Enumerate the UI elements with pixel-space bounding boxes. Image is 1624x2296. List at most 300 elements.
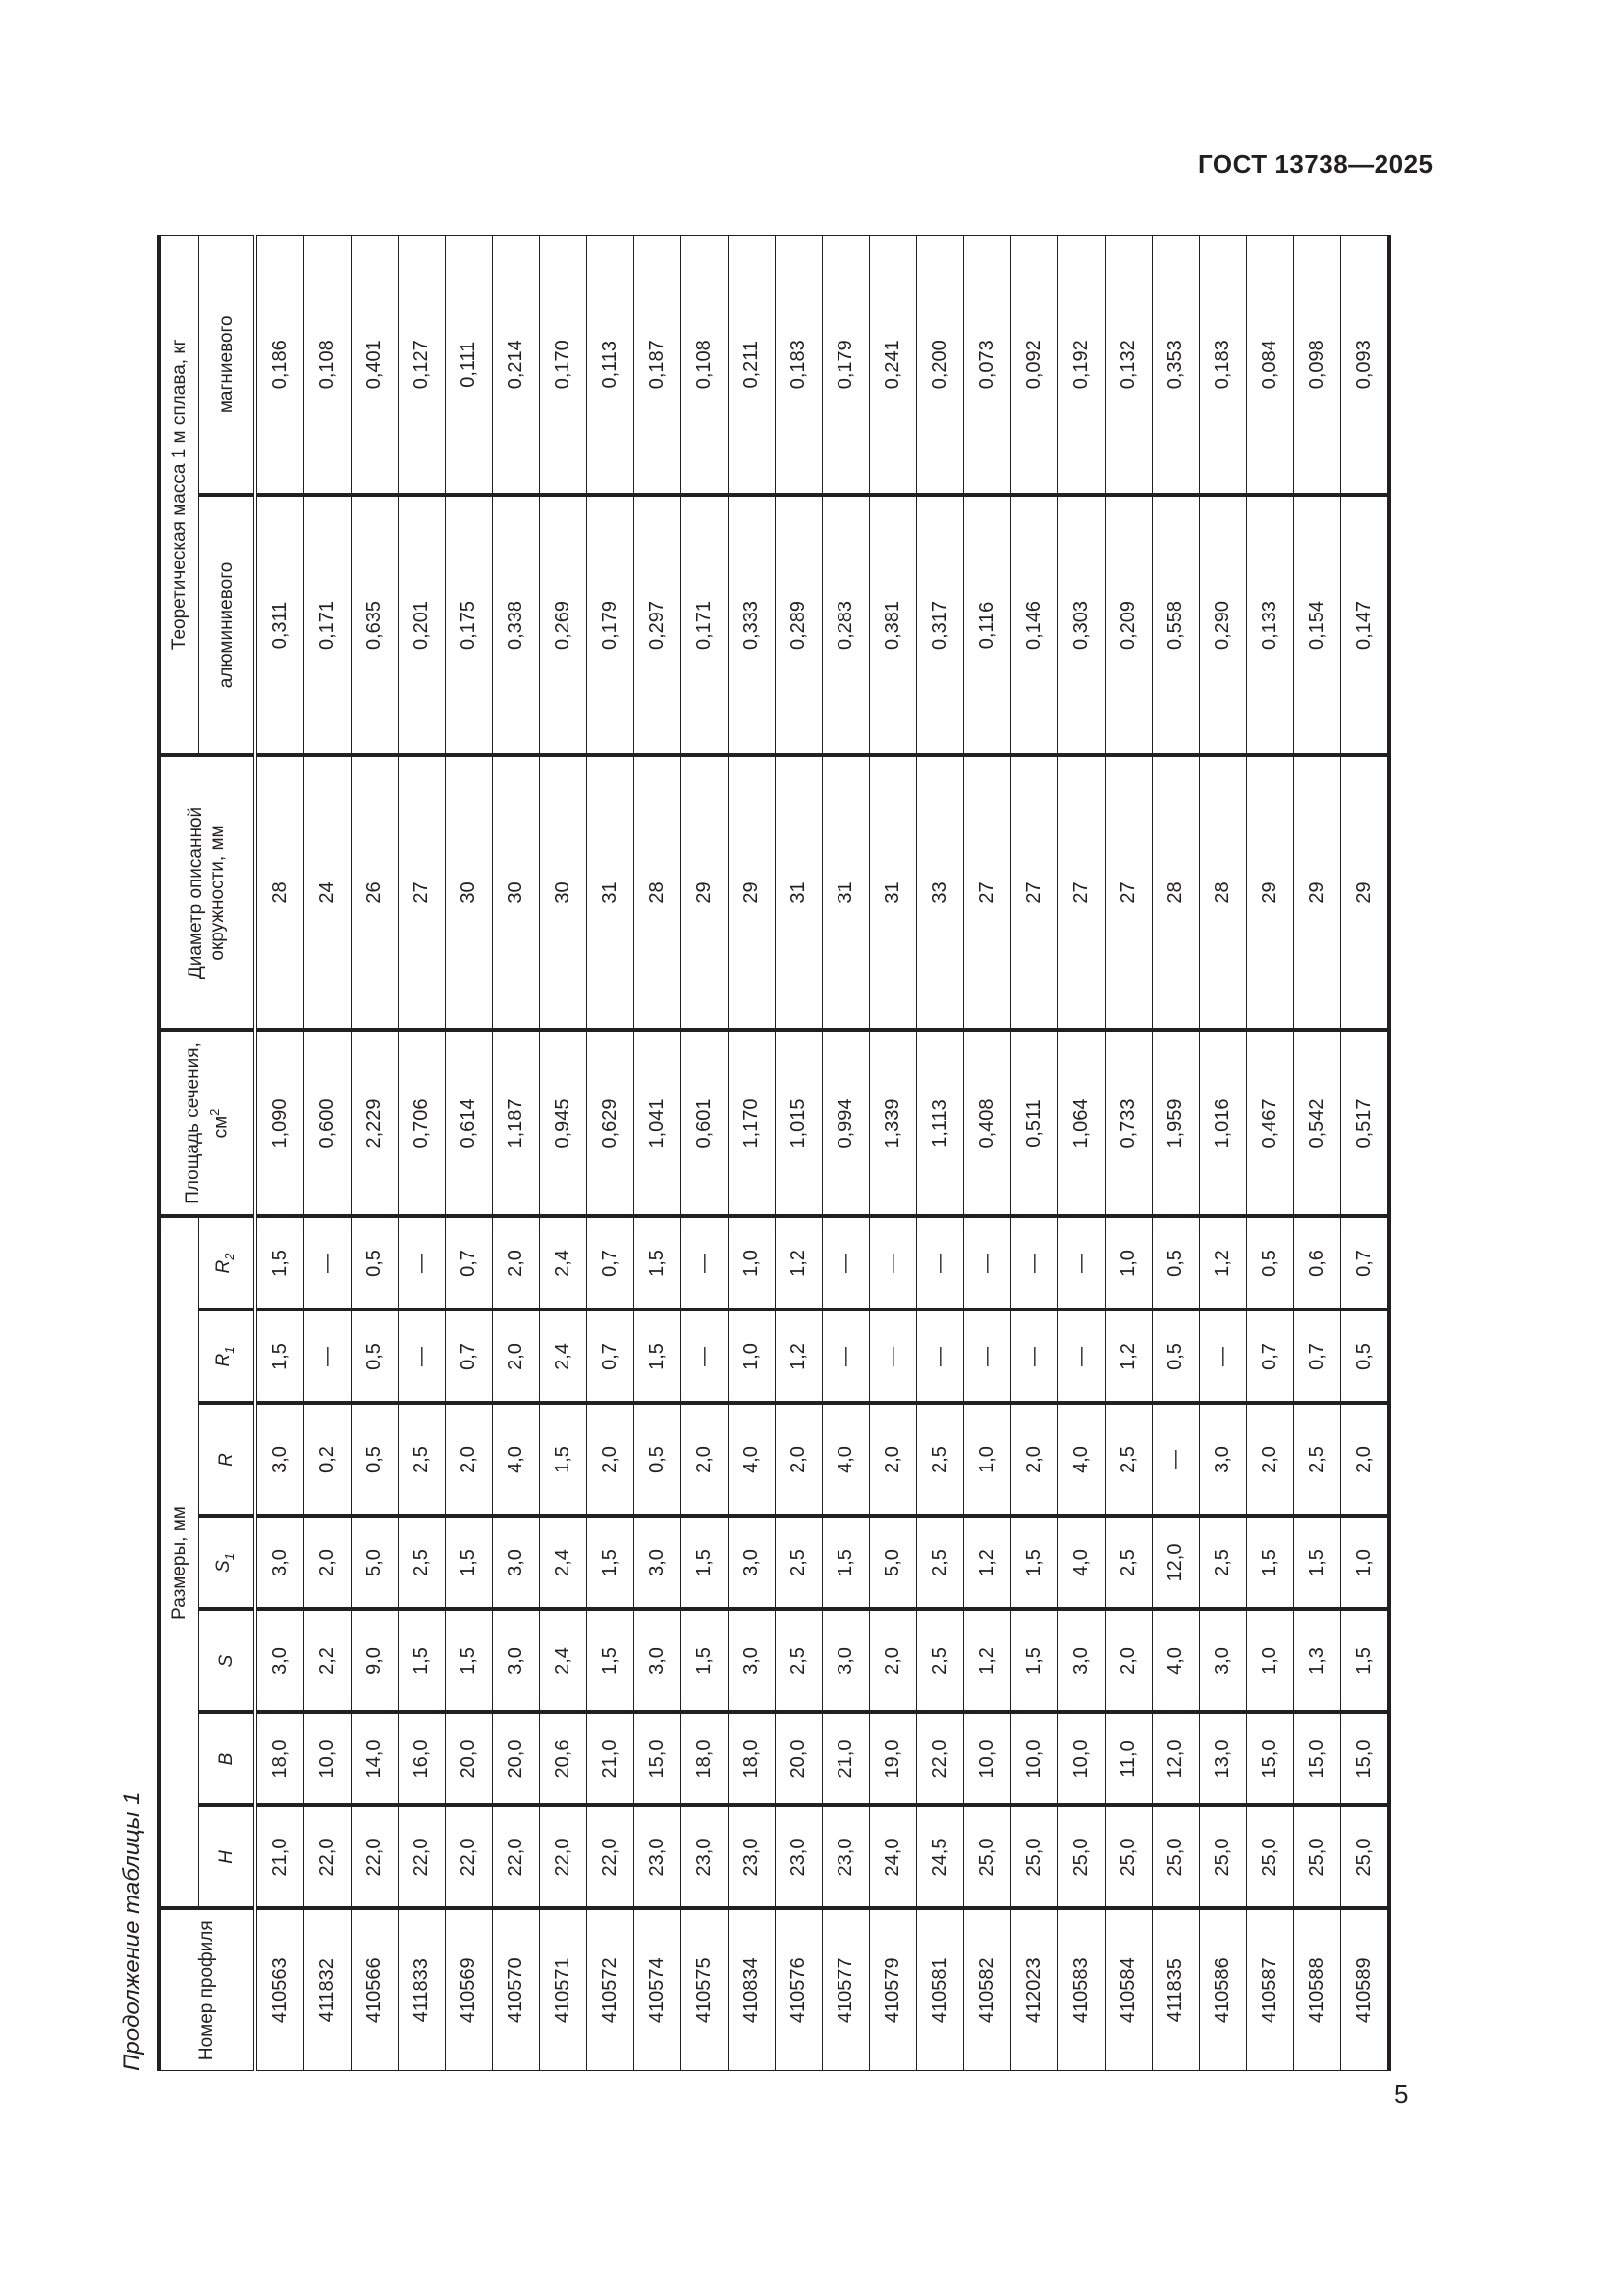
- cell-S1: 1,5: [823, 1517, 870, 1610]
- cell-al: 0,338: [493, 496, 540, 756]
- cell-S1: 3,0: [729, 1517, 776, 1610]
- cell-S1: 2,5: [1200, 1517, 1247, 1610]
- cell-R2: 1,2: [776, 1217, 823, 1310]
- cell-diameter: 29: [1294, 756, 1341, 1031]
- cell-mg: 0,170: [540, 236, 587, 496]
- table-row: [1058, 236, 1106, 2071]
- cell-R2: —: [1058, 1217, 1106, 1310]
- cell-mg: 0,127: [399, 236, 446, 496]
- header-diameter: Диаметр описанной окружности, мм: [159, 756, 255, 1031]
- cell-al: 0,269: [540, 496, 587, 756]
- cell-profile: 411835: [1153, 1909, 1200, 2071]
- cell-B: 15,0: [1341, 1713, 1390, 1806]
- table-row: [399, 236, 446, 2071]
- table-row: [352, 236, 399, 2071]
- cell-B: 15,0: [1247, 1713, 1294, 1806]
- cell-profile: 410563: [255, 1909, 304, 2071]
- cell-mg: 0,187: [634, 236, 681, 496]
- cell-diameter: 28: [1200, 756, 1247, 1031]
- cell-al: 0,290: [1200, 496, 1247, 756]
- cell-area: 0,629: [587, 1031, 634, 1217]
- cell-mg: 0,073: [964, 236, 1011, 496]
- cell-H: 22,0: [352, 1806, 399, 1909]
- cell-diameter: 27: [1058, 756, 1106, 1031]
- table-row: [587, 236, 634, 2071]
- cell-B: 11,0: [1106, 1713, 1153, 1806]
- cell-B: 20,0: [446, 1713, 493, 1806]
- cell-R2: 1,5: [634, 1217, 681, 1310]
- cell-R2: 0,7: [1341, 1217, 1390, 1310]
- cell-H: 25,0: [1341, 1806, 1390, 1909]
- cell-mg: 0,186: [255, 236, 304, 496]
- cell-al: 0,635: [352, 496, 399, 756]
- cell-S: 4,0: [1153, 1610, 1200, 1713]
- cell-R1: —: [1058, 1310, 1106, 1404]
- cell-mg: 0,211: [729, 236, 776, 496]
- cell-H: 21,0: [255, 1806, 304, 1909]
- cell-R: 4,0: [493, 1404, 540, 1517]
- document-header: ГОСТ 13738—2025: [1198, 149, 1434, 179]
- cell-S: 3,0: [493, 1610, 540, 1713]
- cell-R2: —: [964, 1217, 1011, 1310]
- cell-H: 22,0: [446, 1806, 493, 1909]
- cell-al: 0,171: [681, 496, 729, 756]
- cell-S1: 1,5: [1011, 1517, 1058, 1610]
- cell-R1: —: [1011, 1310, 1058, 1404]
- cell-S1: 5,0: [870, 1517, 917, 1610]
- cell-R1: 0,7: [1294, 1310, 1341, 1404]
- cell-area: 1,113: [917, 1031, 964, 1217]
- header-profile-number: Номер профиля: [159, 1909, 255, 2071]
- cell-S1: 1,5: [1247, 1517, 1294, 1610]
- cell-R: 4,0: [823, 1404, 870, 1517]
- cell-S: 1,0: [1247, 1610, 1294, 1713]
- cell-R: 2,0: [1011, 1404, 1058, 1517]
- cell-area: 0,542: [1294, 1031, 1341, 1217]
- cell-diameter: 30: [493, 756, 540, 1031]
- table-caption: Продолжение таблицы 1: [119, 1791, 145, 2071]
- cell-R1: 1,2: [776, 1310, 823, 1404]
- cell-profile: 410575: [681, 1909, 729, 2071]
- cell-S1: 2,5: [1106, 1517, 1153, 1610]
- cell-R1: 1,2: [1106, 1310, 1153, 1404]
- cell-area: 0,517: [1341, 1031, 1390, 1217]
- cell-diameter: 26: [352, 756, 399, 1031]
- cell-R2: 0,7: [587, 1217, 634, 1310]
- table-row: [1247, 236, 1294, 2071]
- cell-area: 0,614: [446, 1031, 493, 1217]
- cell-R: 1,0: [964, 1404, 1011, 1517]
- cell-area: 1,339: [870, 1031, 917, 1217]
- cell-diameter: 27: [399, 756, 446, 1031]
- cell-area: 0,511: [1011, 1031, 1058, 1217]
- cell-R1: 0,5: [1341, 1310, 1390, 1404]
- cell-profile: 410576: [776, 1909, 823, 2071]
- cell-R1: —: [917, 1310, 964, 1404]
- header-S: S: [199, 1610, 256, 1713]
- cell-S1: 3,0: [634, 1517, 681, 1610]
- cell-S: 2,0: [870, 1610, 917, 1713]
- cell-S1: 1,2: [964, 1517, 1011, 1610]
- cell-diameter: 30: [446, 756, 493, 1031]
- cell-S1: 1,0: [1341, 1517, 1390, 1610]
- cell-R1: —: [1200, 1310, 1247, 1404]
- table-row: [823, 236, 870, 2071]
- table-row: [1153, 236, 1200, 2071]
- cell-H: 23,0: [681, 1806, 729, 1909]
- cell-profile: 410579: [870, 1909, 917, 2071]
- cell-B: 10,0: [964, 1713, 1011, 1806]
- profiles-table: [157, 235, 1391, 2071]
- cell-R2: 1,0: [1106, 1217, 1153, 1310]
- cell-al: 0,297: [634, 496, 681, 756]
- cell-S: 1,3: [1294, 1610, 1341, 1713]
- cell-area: 1,015: [776, 1031, 823, 1217]
- cell-B: 20,0: [493, 1713, 540, 1806]
- cell-R: 4,0: [1058, 1404, 1106, 1517]
- cell-R: 0,2: [304, 1404, 352, 1517]
- cell-B: 10,0: [1058, 1713, 1106, 1806]
- cell-S1: 2,5: [399, 1517, 446, 1610]
- cell-mg: 0,183: [776, 236, 823, 496]
- cell-H: 25,0: [1058, 1806, 1106, 1909]
- cell-S: 3,0: [1200, 1610, 1247, 1713]
- rotated-page-content: [108, 236, 1429, 2071]
- cell-R: 2,0: [1247, 1404, 1294, 1517]
- header-R1: $R_1$: [199, 1310, 256, 1404]
- cell-profile: 410586: [1200, 1909, 1247, 2071]
- table-row: [729, 236, 776, 2071]
- cell-al: 0,116: [964, 496, 1011, 756]
- cell-B: 21,0: [823, 1713, 870, 1806]
- cell-S1: 12,0: [1153, 1517, 1200, 1610]
- cell-H: 23,0: [776, 1806, 823, 1909]
- cell-profile: 410584: [1106, 1909, 1153, 2071]
- cell-R2: —: [399, 1217, 446, 1310]
- cell-R1: —: [823, 1310, 870, 1404]
- cell-R1: —: [870, 1310, 917, 1404]
- cell-S: 1,5: [587, 1610, 634, 1713]
- cell-R2: 0,5: [1153, 1217, 1200, 1310]
- cell-R2: 2,4: [540, 1217, 587, 1310]
- cell-R: 2,0: [870, 1404, 917, 1517]
- cell-R: 2,0: [776, 1404, 823, 1517]
- cell-R: 3,0: [1200, 1404, 1247, 1517]
- cell-S: 1,5: [1011, 1610, 1058, 1713]
- table-row: [304, 236, 352, 2071]
- cell-B: 20,6: [540, 1713, 587, 1806]
- table-row: [776, 236, 823, 2071]
- cell-H: 25,0: [964, 1806, 1011, 1909]
- cell-al: 0,333: [729, 496, 776, 756]
- cell-area: 1,016: [1200, 1031, 1247, 1217]
- cell-B: 14,0: [352, 1713, 399, 1806]
- cell-profile: 411832: [304, 1909, 352, 2071]
- cell-al: 0,303: [1058, 496, 1106, 756]
- cell-S: 2,0: [1106, 1610, 1153, 1713]
- cell-profile: 411833: [399, 1909, 446, 2071]
- cell-profile: 410566: [352, 1909, 399, 2071]
- cell-area: 0,600: [304, 1031, 352, 1217]
- cell-R1: —: [304, 1310, 352, 1404]
- cell-profile: 412023: [1011, 1909, 1058, 2071]
- cell-diameter: 27: [964, 756, 1011, 1031]
- cell-diameter: 33: [917, 756, 964, 1031]
- cell-R: 2,5: [1294, 1404, 1341, 1517]
- header-area: Площадь сечения, $см^2$: [159, 1031, 255, 1217]
- cell-R1: 0,5: [1153, 1310, 1200, 1404]
- cell-S: 2,5: [776, 1610, 823, 1713]
- cell-S: 1,5: [1341, 1610, 1390, 1713]
- cell-R2: 0,6: [1294, 1217, 1341, 1310]
- cell-R2: —: [1011, 1217, 1058, 1310]
- table-row: [1341, 236, 1390, 2071]
- cell-B: 18,0: [681, 1713, 729, 1806]
- cell-R1: 1,0: [729, 1310, 776, 1404]
- cell-S: 2,4: [540, 1610, 587, 1713]
- cell-al: 0,201: [399, 496, 446, 756]
- cell-H: 23,0: [823, 1806, 870, 1909]
- cell-B: 13,0: [1200, 1713, 1247, 1806]
- cell-area: 1,170: [729, 1031, 776, 1217]
- cell-R: 3,0: [255, 1404, 304, 1517]
- cell-H: 22,0: [304, 1806, 352, 1909]
- header-R2: $R_2$: [199, 1217, 256, 1310]
- cell-S: 1,2: [964, 1610, 1011, 1713]
- cell-H: 25,0: [1106, 1806, 1153, 1909]
- cell-S1: 2,4: [540, 1517, 587, 1610]
- cell-R2: —: [917, 1217, 964, 1310]
- cell-al: 0,558: [1153, 496, 1200, 756]
- cell-R: 2,5: [399, 1404, 446, 1517]
- cell-R: 0,5: [634, 1404, 681, 1517]
- cell-profile: 410582: [964, 1909, 1011, 2071]
- cell-mg: 0,098: [1294, 236, 1341, 496]
- cell-B: 19,0: [870, 1713, 917, 1806]
- cell-R2: 0,5: [352, 1217, 399, 1310]
- cell-H: 25,0: [1294, 1806, 1341, 1909]
- header-S1: $S_1$: [199, 1517, 256, 1610]
- cell-R1: 0,7: [587, 1310, 634, 1404]
- cell-B: 15,0: [1294, 1713, 1341, 1806]
- cell-R2: —: [823, 1217, 870, 1310]
- cell-S1: 5,0: [352, 1517, 399, 1610]
- cell-mg: 0,093: [1341, 236, 1390, 496]
- cell-al: 0,209: [1106, 496, 1153, 756]
- cell-S1: 1,5: [1294, 1517, 1341, 1610]
- cell-profile: 410588: [1294, 1909, 1341, 2071]
- cell-B: 21,0: [587, 1713, 634, 1806]
- header-magnesium: магниевого: [199, 236, 256, 496]
- cell-S1: 2,5: [917, 1517, 964, 1610]
- table-row: [681, 236, 729, 2071]
- cell-R: 2,0: [446, 1404, 493, 1517]
- cell-B: 15,0: [634, 1713, 681, 1806]
- table-row: [255, 236, 304, 2071]
- cell-area: 2,229: [352, 1031, 399, 1217]
- cell-R: 1,5: [540, 1404, 587, 1517]
- cell-area: 1,187: [493, 1031, 540, 1217]
- cell-mg: 0,192: [1058, 236, 1106, 496]
- cell-R1: 1,5: [255, 1310, 304, 1404]
- cell-mg: 0,111: [446, 236, 493, 496]
- cell-S1: 1,5: [446, 1517, 493, 1610]
- cell-S: 1,5: [446, 1610, 493, 1713]
- cell-diameter: 29: [729, 756, 776, 1031]
- cell-diameter: 28: [1153, 756, 1200, 1031]
- table-row: [634, 236, 681, 2071]
- cell-al: 0,133: [1247, 496, 1294, 756]
- header-H: H: [199, 1806, 256, 1909]
- cell-area: 0,706: [399, 1031, 446, 1217]
- cell-H: 22,0: [493, 1806, 540, 1909]
- cell-diameter: 29: [681, 756, 729, 1031]
- cell-S1: 2,0: [304, 1517, 352, 1610]
- cell-H: 22,0: [540, 1806, 587, 1909]
- cell-R1: 1,5: [634, 1310, 681, 1404]
- cell-S: 3,0: [634, 1610, 681, 1713]
- cell-B: 10,0: [1011, 1713, 1058, 1806]
- cell-R1: 0,5: [352, 1310, 399, 1404]
- cell-mg: 0,132: [1106, 236, 1153, 496]
- cell-H: 25,0: [1247, 1806, 1294, 1909]
- cell-area: 0,945: [540, 1031, 587, 1217]
- cell-diameter: 31: [823, 756, 870, 1031]
- cell-H: 23,0: [729, 1806, 776, 1909]
- cell-profile: 410583: [1058, 1909, 1106, 2071]
- table-header: [159, 236, 255, 2071]
- cell-al: 0,179: [587, 496, 634, 756]
- cell-mg: 0,401: [352, 236, 399, 496]
- cell-R2: 0,5: [1247, 1217, 1294, 1310]
- cell-B: 18,0: [729, 1713, 776, 1806]
- cell-H: 25,0: [1200, 1806, 1247, 1909]
- cell-S: 1,5: [399, 1610, 446, 1713]
- cell-profile: 410834: [729, 1909, 776, 2071]
- table-row: [870, 236, 917, 2071]
- cell-S: 2,2: [304, 1610, 352, 1713]
- table-row: [1294, 236, 1341, 2071]
- cell-mg: 0,214: [493, 236, 540, 496]
- cell-profile: 410577: [823, 1909, 870, 2071]
- cell-al: 0,311: [255, 496, 304, 756]
- cell-area: 1,041: [634, 1031, 681, 1217]
- cell-S1: 3,0: [255, 1517, 304, 1610]
- cell-mg: 0,183: [1200, 236, 1247, 496]
- cell-profile: 410569: [446, 1909, 493, 2071]
- cell-R: 0,5: [352, 1404, 399, 1517]
- table-row: [1200, 236, 1247, 2071]
- cell-S: 3,0: [729, 1610, 776, 1713]
- cell-R2: 1,0: [729, 1217, 776, 1310]
- cell-diameter: 31: [776, 756, 823, 1031]
- cell-area: 0,467: [1247, 1031, 1294, 1217]
- cell-mg: 0,084: [1247, 236, 1294, 496]
- cell-S1: 1,5: [587, 1517, 634, 1610]
- cell-S: 3,0: [1058, 1610, 1106, 1713]
- cell-B: 16,0: [399, 1713, 446, 1806]
- table-body: [255, 236, 1389, 2071]
- cell-R1: 0,7: [446, 1310, 493, 1404]
- cell-diameter: 27: [1011, 756, 1058, 1031]
- header-aluminum: алюминиевого: [199, 496, 256, 756]
- cell-R1: 2,4: [540, 1310, 587, 1404]
- cell-profile: 410570: [493, 1909, 540, 2071]
- cell-al: 0,381: [870, 496, 917, 756]
- cell-mg: 0,092: [1011, 236, 1058, 496]
- cell-H: 24,0: [870, 1806, 917, 1909]
- cell-R1: 2,0: [493, 1310, 540, 1404]
- cell-diameter: 24: [304, 756, 352, 1031]
- table-row: [493, 236, 540, 2071]
- cell-B: 10,0: [304, 1713, 352, 1806]
- cell-diameter: 31: [587, 756, 634, 1031]
- cell-al: 0,171: [304, 496, 352, 756]
- table-row: [1011, 236, 1058, 2071]
- cell-mg: 0,241: [870, 236, 917, 496]
- cell-R1: —: [681, 1310, 729, 1404]
- cell-profile: 410572: [587, 1909, 634, 2071]
- cell-R: 2,0: [1341, 1404, 1390, 1517]
- cell-R: 2,0: [681, 1404, 729, 1517]
- cell-area: 0,733: [1106, 1031, 1153, 1217]
- header-B: B: [199, 1713, 256, 1806]
- cell-R: 2,5: [1106, 1404, 1153, 1517]
- cell-H: 25,0: [1153, 1806, 1200, 1909]
- cell-area: 0,994: [823, 1031, 870, 1217]
- cell-diameter: 27: [1106, 756, 1153, 1031]
- cell-al: 0,283: [823, 496, 870, 756]
- cell-al: 0,175: [446, 496, 493, 756]
- cell-B: 12,0: [1153, 1713, 1200, 1806]
- cell-R: 4,0: [729, 1404, 776, 1517]
- cell-R2: 2,0: [493, 1217, 540, 1310]
- cell-R: —: [1153, 1404, 1200, 1517]
- cell-S: 3,0: [823, 1610, 870, 1713]
- table-row: [540, 236, 587, 2071]
- table-row: [917, 236, 964, 2071]
- cell-diameter: 29: [1341, 756, 1390, 1031]
- cell-area: 1,090: [255, 1031, 304, 1217]
- cell-R2: 0,7: [446, 1217, 493, 1310]
- table-row: [446, 236, 493, 2071]
- cell-al: 0,146: [1011, 496, 1058, 756]
- cell-diameter: 28: [634, 756, 681, 1031]
- cell-R2: —: [870, 1217, 917, 1310]
- header-mass-group: Теоретическая масса 1 м сплава, кг: [159, 236, 199, 756]
- cell-S1: 3,0: [493, 1517, 540, 1610]
- cell-diameter: 31: [870, 756, 917, 1031]
- cell-R2: 1,2: [1200, 1217, 1247, 1310]
- cell-S: 9,0: [352, 1610, 399, 1713]
- cell-R1: —: [964, 1310, 1011, 1404]
- header-dimensions-group: Размеры, мм: [159, 1217, 199, 1909]
- cell-R2: 1,5: [255, 1217, 304, 1310]
- cell-B: 22,0: [917, 1713, 964, 1806]
- cell-area: 1,064: [1058, 1031, 1106, 1217]
- cell-mg: 0,200: [917, 236, 964, 496]
- cell-diameter: 30: [540, 756, 587, 1031]
- cell-profile: 410574: [634, 1909, 681, 2071]
- cell-diameter: 28: [255, 756, 304, 1031]
- cell-S: 2,5: [917, 1610, 964, 1713]
- cell-H: 23,0: [634, 1806, 681, 1909]
- cell-R2: —: [681, 1217, 729, 1310]
- cell-mg: 0,113: [587, 236, 634, 496]
- cell-R1: 0,7: [1247, 1310, 1294, 1404]
- cell-S1: 4,0: [1058, 1517, 1106, 1610]
- cell-profile: 410587: [1247, 1909, 1294, 2071]
